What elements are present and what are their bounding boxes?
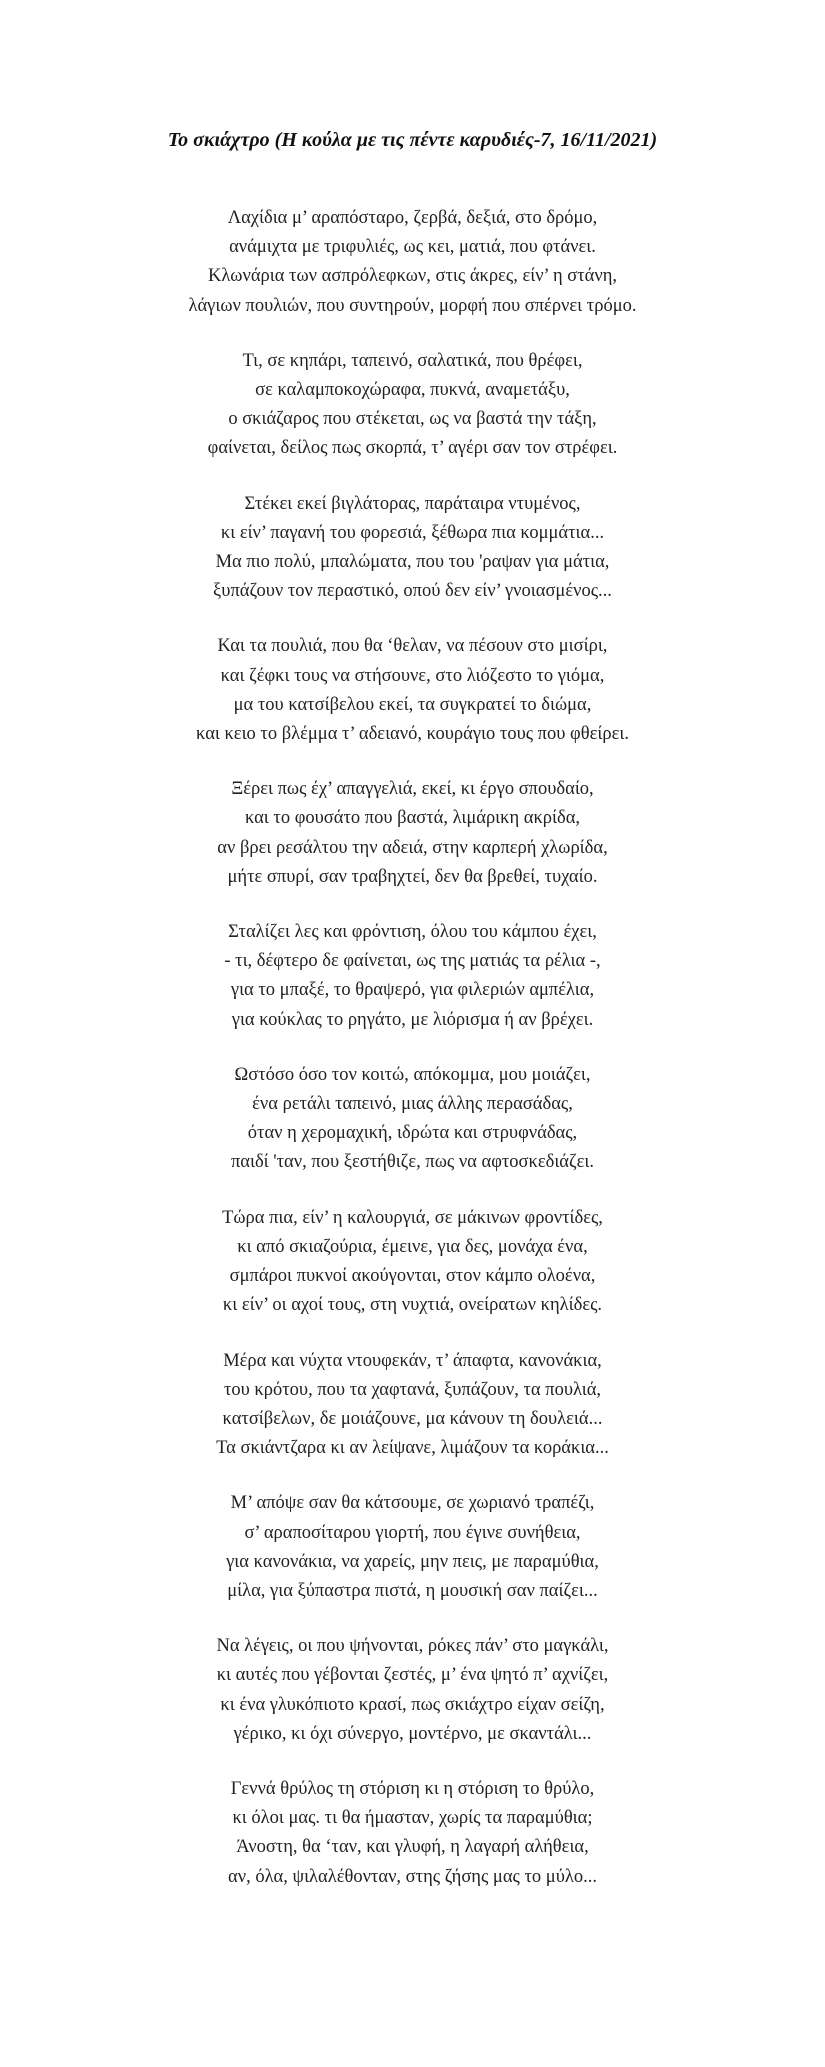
poem-line: σμπάροι πυκνοί ακούγονται, στον κάμπο ολοένα,	[229, 1266, 596, 1287]
poem-line: σ’ αραποσίταρου γιορτή, που έγινε συνήθεια,	[244, 1522, 581, 1543]
poem-line: και ζέφκι τους να στήσουνε, στο λιόζεστο το γιόμα,	[220, 665, 605, 686]
poem-line: κι είν’ οι αχοί τους, στη νυχτιά, ονείρατων κηλίδες.	[222, 1295, 603, 1316]
poem-line: για κανονάκια, να χαρείς, μην πεις, με παραμύθια,	[226, 1551, 599, 1572]
poem-line: Λαχίδια μ’ αραπόσταρο, ζερβά, δεξιά, στο δρόμο,	[227, 208, 598, 228]
poem-line: Μα πιο πολύ, μπαλώματα, που του 'ραψαν για μάτια,	[215, 552, 610, 573]
poem-line: Κλωνάρια των ασπρόλεφκων, στις άκρες, είν’ η στάνη,	[207, 266, 618, 287]
poem-line: μίλα, για ξύπαστρα πιστά, η μουσική σαν παίζει...	[227, 1580, 598, 1601]
poem-line: Μέρα και νύχτα ντουφεκάν, τ’ άπαφτα, κανονάκια,	[223, 1350, 602, 1371]
poem-line: για το μπαξέ, το θραψερό, για φιλεριών αμπέλια,	[230, 980, 595, 1001]
poem-line: Και τα πουλιά, που θα ‘θελαν, να πέσουν στο μισίρι,	[217, 636, 608, 657]
stanza	[0, 1775, 825, 1892]
poem-line: παιδί 'ταν, που ξεστήθιζε, πως να αφτοσκεδιάζει.	[230, 1152, 595, 1173]
poem-line: Στέκει εκεί βιγλάτορας, παράταιρα ντυμένος,	[244, 493, 581, 514]
stanza	[0, 918, 825, 1035]
poem-line: - τι, δέφτερο δε φαίνεται, ως της ματιάς τα ρέλια -,	[224, 951, 601, 972]
stanza	[0, 1204, 825, 1321]
poem-line: κι αυτές που γέβονται ζεστές, μ’ ένα ψητό π’ αχνίζει,	[216, 1665, 609, 1686]
poem-line: Τα σκιάντζαρα κι αν λείψανε, λιμάζουν τα κοράκια...	[216, 1438, 609, 1459]
poem-line: Ωστόσο όσο τον κοιτώ, απόκομμα, μου μοιάζει,	[234, 1064, 591, 1085]
poem-line: ξυπάζουν τον περαστικό, οπού δεν είν’ γνοιασμένος...	[213, 581, 612, 602]
poem-title: Το σκιάχτρο (Η κούλα με τις πέντε καρυδιές-7, 16/11/2021)	[167, 129, 658, 151]
poem-line: κι όλοι μας. τι θα ήμασταν, χωρίς τα παραμύθια;	[232, 1808, 593, 1829]
poem-line: Μ’ απόψε σαν θα κάτσουμε, σε χωριανό τραπέζι,	[230, 1493, 595, 1514]
poem-line: αν, όλα, ψιλαλέθονταν, στης ζήσης μας το μύλο...	[228, 1866, 597, 1887]
poem-line: κι από σκιαζούρια, έμεινε, για δες, μονάχα ένα,	[237, 1236, 588, 1257]
poem-line: σε καλαμποκοχώραφα, πυκνά, αναμετάξυ,	[255, 380, 570, 401]
poem-line: μα του κατσίβελου εκεί, τα συγκρατεί το διώμα,	[233, 694, 592, 715]
stanza	[0, 1347, 825, 1464]
poem-line: Να λέγεις, οι που ψήνονται, ρόκες πάν’ στο μαγκάλι,	[216, 1636, 609, 1657]
stanza	[0, 1632, 825, 1749]
stanza	[0, 632, 825, 749]
poem-line: Γεννά θρύλος τη στόριση κι η στόριση το θρύλο,	[230, 1778, 595, 1799]
poem-line: Τώρα πια, είν’ η καλουργιά, σε μάκινων φροντίδες,	[222, 1207, 603, 1228]
poem-body	[0, 204, 825, 1892]
stanza	[0, 204, 825, 321]
poem-line: Άνοστη, θα ‘ταν, και γλυφή, η λαγαρή αλήθεια,	[236, 1837, 589, 1858]
poem-line: Τι, σε κηπάρι, ταπεινό, σαλατικά, που θρέφει,	[242, 350, 583, 371]
poem-line: φαίνεται, δείλος πως σκορπά, τ’ αγέρι σαν τον στρέφει.	[207, 438, 618, 459]
poem-line: ανάμιχτα με τριφυλιές, ως κει, ματιά, που φτάνει.	[229, 237, 596, 258]
poem-line: λάγιων πουλιών, που συντηρούν, μορφή που σπέρνει τρόμο.	[188, 295, 637, 316]
poem-line: Σταλίζει λες και φρόντιση, όλου του κάμπου έχει,	[228, 922, 597, 943]
stanza	[0, 1061, 825, 1178]
poem-line: αν βρει ρεσάλτου την αδειά, στην καρπερή χλωρίδα,	[217, 837, 608, 858]
poem-line: Ξέρει πως έχ’ απαγγελιά, εκεί, κι έργο σπουδαίο,	[231, 779, 594, 800]
poem-line: για κούκλας το ρηγάτο, με λιόρισμα ή αν βρέχει.	[231, 1009, 594, 1030]
stanza	[0, 1489, 825, 1606]
poem-line: και το φουσάτο που βαστά, λιμάρικη ακρίδα,	[244, 808, 581, 829]
poem-line: κατσίβελων, δε μοιάζουνε, μα κάνουν τη δουλειά...	[222, 1408, 603, 1429]
stanza	[0, 775, 825, 892]
poem-line: ένα ρετάλι ταπεινό, μιας άλλης περασάδας,	[252, 1094, 573, 1115]
poem-line: κι είν’ παγανή του φορεσιά, ξέθωρα πια κομμάτια...	[220, 522, 605, 543]
stanza	[0, 490, 825, 607]
poem-line: κι ένα γλυκόπιοτο κρασί, πως σκιάχτρο είχαν σείζη,	[220, 1694, 605, 1715]
stanza	[0, 347, 825, 464]
poem-line: γέρικο, κι όχι σύνεργο, μοντέρνο, με σκαντάλι...	[233, 1723, 592, 1744]
poem-line: και κειο το βλέμμα τ’ αδειανό, κουράγιο τους που φθείρει.	[196, 724, 629, 745]
poem-line: του κρότου, που τα χαφτανά, ξυπάζουν, τα πουλιά,	[223, 1379, 602, 1400]
poem-line: μήτε σπυρί, σαν τραβηχτεί, δεν θα βρεθεί, τυχαίο.	[227, 866, 598, 887]
poem-line: ο σκιάζαρος που στέκεται, ως να βαστά την τάξη,	[228, 409, 597, 430]
poem-line: όταν η χερομαχική, ιδρώτα και στρυφνάδας,	[247, 1123, 578, 1144]
